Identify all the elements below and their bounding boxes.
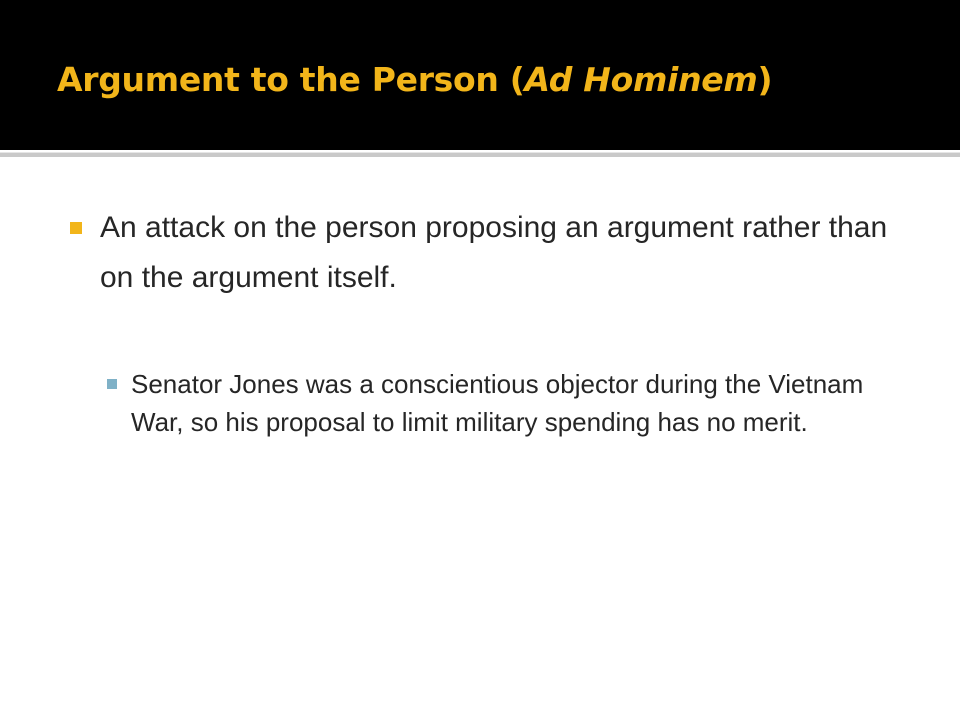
slide-title [57, 60, 772, 100]
sub-bullet-text: Senator Jones was a conscientious objector during the Vietnam War, so his proposal to limit military spending has no merit. [131, 369, 864, 437]
square-sub-bullet-icon [107, 379, 117, 389]
bullet-text: An attack on the person proposing an argument rather than on the argument itself. [100, 211, 888, 294]
title-main: Argument to the Person ( [57, 60, 525, 99]
title-emphasis: Ad Hominem [524, 60, 758, 99]
bullet-level-2 [107, 365, 907, 441]
bullet-level-1 [70, 203, 910, 303]
title-close: ) [757, 60, 773, 99]
title-bar [0, 0, 960, 150]
title-divider [0, 152, 960, 157]
square-bullet-icon [70, 222, 82, 234]
